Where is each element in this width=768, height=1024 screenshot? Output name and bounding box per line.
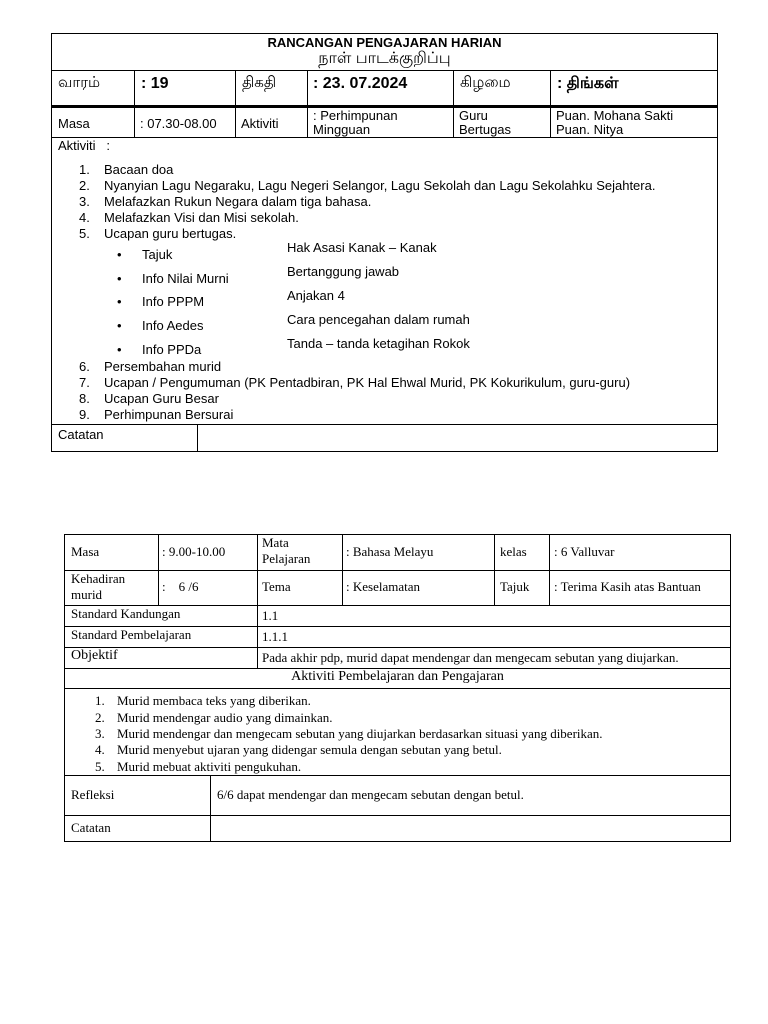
divider [65,688,730,689]
aktiviti-heading: Aktiviti : [58,138,111,153]
aktiviti-label: Aktiviti [241,116,279,131]
divider [307,70,308,137]
refleksi-label: Refleksi [71,787,115,802]
kehadiran-label-line1: Kehadiran [71,571,126,586]
aktiviti-value-line2: Mingguan [313,122,371,137]
kehadiran-value: : 6 /6 [162,579,199,594]
step-number: 2. [95,710,105,725]
activity-item-number: 3. [79,194,90,209]
refleksi-value: 6/6 dapat mendengar dan mengecam sebutan dengan betul. [217,787,524,802]
lesson-plan-table [64,534,731,842]
step-number: 5. [95,759,105,774]
activity-item-number: 4. [79,210,90,225]
bullet-dot-icon: • [117,342,122,357]
step-text: Murid mendengar audio yang dimainkan. [117,710,333,725]
activity-item-text: Ucapan / Pengumuman (PK Pentadbiran, PK Hal Ehwal Murid, PK Kokurikulum, guru-guru) [104,375,631,390]
masa-value: : 07.30-08.00 [140,116,217,131]
divider [342,535,343,605]
objektif-value: Pada akhir pdp, murid dapat mendengar dan mengecam sebutan yang diujarkan. [262,650,679,665]
divider [65,570,730,571]
activity-item-text: Nyanyian Lagu Negaraku, Lagu Negeri Selangor, Lagu Sekolah dan Lagu Sekolahku Sejahtera. [104,178,656,193]
bullet-value: Tanda – tanda ketagihan Rokok [287,336,470,351]
day-label: கிழமை [460,74,511,91]
bullet-label: Info Aedes [142,318,204,333]
step-number: 1. [95,693,105,708]
step-number: 4. [95,742,105,757]
masa-value: : 9.00-10.00 [162,544,226,559]
kelas-value: : 6 Valluvar [554,544,615,559]
activity-item-text: Bacaan doa [104,162,174,177]
divider [158,535,159,605]
plan-subtitle-tamil: நாள் பாடக்குறிப்பு [318,50,451,67]
activity-item-text: Persembahan murid [104,359,222,374]
tema-value: : Keselamatan [346,579,420,594]
step-number: 3. [95,726,105,741]
tajuk-value: : Terima Kasih atas Bantuan [554,579,701,594]
sk-label: Standard Kandungan [71,606,181,621]
bullet-value: Hak Asasi Kanak – Kanak [287,240,437,255]
tema-label: Tema [262,579,291,594]
activity-item-number: 6. [79,359,90,374]
date-label: திகதி [242,74,277,91]
step-text: Murid mendengar dan mengecam sebutan yang diujarkan berdasarkan situasi yang diberikan. [117,726,603,741]
tajuk-label: Tajuk [500,579,530,594]
bullet-label: Info Nilai Murni [142,271,229,286]
divider [134,70,135,137]
divider [52,70,717,71]
activity-item-number: 2. [79,178,90,193]
mata-value: : Bahasa Melayu [346,544,434,559]
step-text: Murid menyebut ujaran yang didengar semula dengan sebutan yang betul. [117,742,502,757]
bullet-dot-icon: • [117,271,122,286]
step-text: Murid membaca teks yang diberikan. [117,693,311,708]
day-value: : திங்கள் [557,75,619,92]
divider [65,815,730,816]
divider [210,775,211,841]
date-value: : 23. 07.2024 [313,75,408,92]
divider [235,70,236,137]
assembly-plan-table [51,33,718,452]
bullet-value: Anjakan 4 [287,288,345,303]
masa-label: Masa [71,544,100,559]
divider [65,647,730,648]
mata-label-line1: Mata [262,535,289,550]
aktiviti-value-line1: : Perhimpunan [313,108,398,123]
divider [52,424,717,425]
bullet-dot-icon: • [117,294,122,309]
activity-item-text: Perhimpunan Bersurai [104,407,234,422]
aktiviti-heading: Aktiviti Pembelajaran dan Pengajaran [291,669,504,684]
activity-item-number: 9. [79,407,90,422]
sk-value: 1.1 [262,608,279,623]
bullet-value: Bertanggung jawab [287,264,400,279]
bullet-label: Info PPDa [142,342,202,357]
bullet-label: Tajuk [142,247,173,262]
guru-label-line1: Guru [459,108,488,123]
guru-name-2: Puan. Nitya [556,122,624,137]
week-label: வாரம் [58,74,101,91]
activity-item-text: Ucapan guru bertugas. [104,226,237,241]
masa-label: Masa [58,116,90,131]
catatan-label: Catatan [71,820,111,835]
activity-item-number: 5. [79,226,90,241]
activity-item-text: Melafazkan Visi dan Misi sekolah. [104,210,299,225]
week-value: : 19 [141,75,169,92]
mata-label-line2: Pelajaran [262,551,311,566]
catatan-label: Catatan [58,427,104,442]
divider [494,535,495,605]
sp-label: Standard Pembelajaran [71,627,192,642]
divider [52,137,717,138]
divider [453,70,454,137]
divider [550,70,551,137]
step-text: Murid mebuat aktiviti pengukuhan. [117,759,302,774]
kehadiran-label-line2: murid [71,587,103,602]
activity-item-number: 8. [79,391,90,406]
plan-title: RANCANGAN PENGAJARAN HARIAN [267,35,502,50]
divider [65,775,730,776]
guru-name-1: Puan. Mohana Sakti [556,108,674,123]
kelas-label: kelas [500,544,527,559]
bullet-dot-icon: • [117,247,122,262]
objektif-label: Objektif [71,648,118,663]
activity-item-text: Melafazkan Rukun Negara dalam tiga bahasa. [104,194,372,209]
activity-item-text: Ucapan Guru Besar [104,391,219,406]
guru-label-line2: Bertugas [459,122,512,137]
activity-item-number: 7. [79,375,90,390]
divider [257,535,258,668]
sp-value: 1.1.1 [262,629,288,644]
bullet-label: Info PPPM [142,294,205,309]
activity-item-number: 1. [79,162,90,177]
divider [549,535,550,605]
divider [197,424,198,452]
bullet-value: Cara pencegahan dalam rumah [287,312,470,327]
bullet-dot-icon: • [117,318,122,333]
